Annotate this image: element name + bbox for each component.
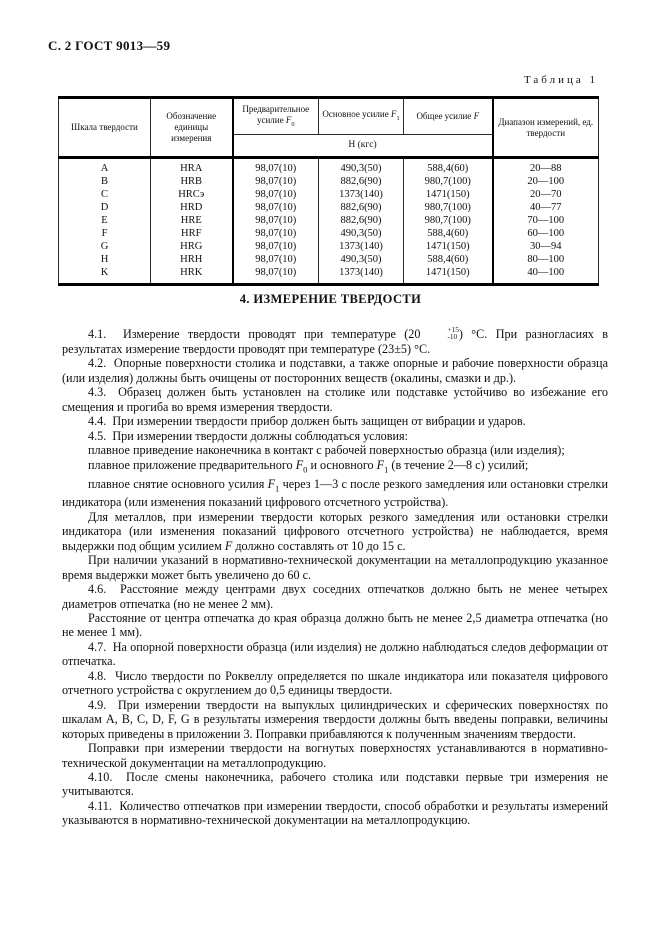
table-cell-f: 1471(150) <box>404 240 493 253</box>
table-cell-unit: HRF <box>151 227 233 240</box>
paragraph: Поправки при измерении твердости на вогнутых поверхностях устанавливаются в нормативно-технической документации на металлопродукцию. <box>62 741 608 770</box>
table-row <box>59 158 599 176</box>
paragraph: плавное снятие основного усилия $F_1$ через 1—3 с после резкого замедления или остановки стрелки индикатора (или изменения показаний цифрового отсчетного устройства). <box>62 476 608 510</box>
section-heading: 4. ИЗМЕРЕНИЕ ТВЕРДОСТИ <box>239 292 422 306</box>
table-cell-f: 980,7(100) <box>404 201 493 214</box>
table-cell-f0: 98,07(10) <box>233 214 319 227</box>
table-cell-f: 980,7(100) <box>404 175 493 188</box>
paragraph: 4.7. На опорной поверхности образца (или изделия) не должно наблюдаться следов деформации от отпечатка. <box>62 639 608 669</box>
table-row <box>59 253 599 266</box>
table-cell-f1: 490,3(50) <box>319 158 404 176</box>
table-cell-range: 40—100 <box>527 267 565 278</box>
table-cell-scale: E <box>59 214 151 227</box>
table-cell-scale: A <box>59 158 151 176</box>
table-cell-f1: 882,6(90) <box>319 214 404 227</box>
table-cell-f0: 98,07(10) <box>233 253 319 266</box>
table-header <box>59 98 599 158</box>
column-header-range: Диапазон измерений, ед. твердости <box>498 116 594 138</box>
table-cell-unit: HRA <box>151 158 233 176</box>
table-cell-scale: G <box>59 240 151 253</box>
table-row <box>59 227 599 240</box>
table-cell-f0: 98,07(10) <box>233 227 319 240</box>
units-subheader: Н (кгс) <box>233 135 493 158</box>
table-cell-scale: B <box>59 175 151 188</box>
paragraph: плавное приложение предварительного $F_0$ и основного $F_1$ (в течение 2—8 с) усилий; <box>88 457 529 475</box>
table-row <box>59 214 599 227</box>
table-cell-f: 1471(150) <box>404 188 493 201</box>
table-cell-f: 588,4(60) <box>404 158 493 176</box>
table-cell-scale: K <box>59 266 151 285</box>
table-cell-scale: F <box>59 227 151 240</box>
column-header-total-force: Общее усилие F <box>404 98 493 135</box>
paragraph: 4.3. Образец должен быть установлен на столике или подставке устойчиво во избежание его смещения и прогиба во время измерения твердости. <box>62 385 608 414</box>
table-cell-range: 20—88 <box>530 163 562 174</box>
table-cell-f1: 1373(140) <box>319 240 404 253</box>
table-caption: Таблица 1 <box>523 74 598 86</box>
table-row <box>59 266 599 285</box>
table-cell-unit: HRB <box>151 175 233 188</box>
table-cell-unit: HRG <box>151 240 233 253</box>
paragraph: При наличии указаний в нормативно-технической документации на металлопродукцию указанное время выдержки может быть увеличено до 60 с. <box>62 553 608 582</box>
table-cell-f0: 98,07(10) <box>233 188 319 201</box>
paragraph: 4.2. Опорные поверхности столика и подставки, а также опорные и рабочие поверхности образца (или изделия) должны быть очищены от посторонних веществ (окалины, смазки и др.). <box>62 356 608 385</box>
paragraph: плавное приведение наконечника в контакт с рабочей поверхностью образца (или изделия); <box>88 443 565 458</box>
table-cell-range: 70—100 <box>527 215 565 226</box>
table-cell-range: 30—94 <box>530 241 562 252</box>
table-cell-f0: 98,07(10) <box>233 240 319 253</box>
table-cell-range: 20—100 <box>527 176 565 187</box>
table-cell-f1: 882,6(90) <box>319 175 404 188</box>
paragraph: 4.11. Количество отпечатков при измерении твердости, способ обработки и результаты измерений указываются в нормативно-технической документации на металлопродукцию. <box>62 798 608 828</box>
table-cell-range: 20—70 <box>530 189 562 200</box>
table-cell-unit: HRE <box>151 214 233 227</box>
section-paragraphs <box>62 327 608 828</box>
table-cell-f0: 98,07(10) <box>233 266 319 285</box>
paragraph: 4.8. Число твердости по Роквеллу определяется по шкале индикатора или показателя цифрового отчетного устройства с округлением до 0,5 единицы твердости. <box>62 668 608 698</box>
paragraph: 4.5. При измерении твердости должны соблюдаться условия: <box>88 428 409 443</box>
table-cell-scale: D <box>59 201 151 214</box>
table-cell-f: 980,7(100) <box>404 214 493 227</box>
table-cell-f1: 1373(140) <box>319 188 404 201</box>
hardness-scales-table <box>58 96 599 286</box>
paragraph: Для металлов, при измерении твердости которых резкого замедления или остановки стрелки индикатора (или изменения показаний цифрового отсчетного устройства) не наблюдается, время выдержки под общим усилием F должно составлять от 10 до 15 с. <box>62 509 608 553</box>
table-cell-unit: HRD <box>151 201 233 214</box>
table-cell-scale: H <box>59 253 151 266</box>
table-cell-range: 60—100 <box>527 228 565 239</box>
paragraph: 4.6. Расстояние между центрами двух соседних отпечатков должно быть не менее четырех диаметров отпечатка (но не менее 2 мм). <box>62 582 608 611</box>
table-cell-unit: HRK <box>151 266 233 285</box>
table-cell-range: 40—77 <box>530 202 562 213</box>
table-row <box>59 201 599 214</box>
table-cell-f1: 882,6(90) <box>319 201 404 214</box>
table-row <box>59 188 599 201</box>
table-row <box>59 240 599 253</box>
paragraph: 4.4. При измерении твердости прибор должен быть защищен от вибрации и ударов. <box>88 414 526 429</box>
column-header-preliminary-force: Предварительное усилие $F_0$ <box>233 98 319 135</box>
column-header-scale: Шкала твердости <box>59 98 151 158</box>
table-cell-f: 588,4(60) <box>404 253 493 266</box>
table-cell-f1: 490,3(50) <box>319 253 404 266</box>
table-body <box>59 158 599 285</box>
paragraph: 4.10. После смены наконечника, рабочего столика или подставки первые три измерения не учитываются. <box>62 770 608 799</box>
table-cell-f0: 98,07(10) <box>233 158 319 176</box>
column-header-unit: Обозначение единицы измерения <box>151 98 233 158</box>
paragraph: Расстояние от центра отпечатка до края образца должно быть не менее 2,5 диаметра отпечатка (но не менее 1 мм). <box>62 611 608 640</box>
paragraph: 4.9. При измерении твердости на выпуклых цилиндрических и сферических поверхностях по шкалам A, B, C, D, F, G в результаты измерения твердости должны быть введены поправки, величины которых приведены в приложении 3. Поправки прибавляются к полученным значениям твердости. <box>62 697 608 741</box>
table-cell-f1: 490,3(50) <box>319 227 404 240</box>
temperature-tolerance: +15 -10 <box>447 325 459 342</box>
table-row <box>59 175 599 188</box>
table-cell-unit: HRH <box>151 253 233 266</box>
page-header: С. 2 ГОСТ 9013—59 <box>48 38 171 53</box>
table-cell-f: 1471(150) <box>404 266 493 285</box>
table-cell-f1: 1373(140) <box>319 266 404 285</box>
table-cell-f: 588,4(60) <box>404 227 493 240</box>
table-cell-f0: 98,07(10) <box>233 201 319 214</box>
table-cell-f0: 98,07(10) <box>233 175 319 188</box>
table-cell-scale: C <box>59 188 151 201</box>
paragraph: 4.1. Измерение твердости проводят при температуре (20 +15 -10 ) °С. При разногласиях в результатах измерение твердости проводят при температуре (23±5) °С. <box>62 325 608 356</box>
column-header-main-force: Основное усилие $F_1$ <box>319 98 404 135</box>
table-cell-unit: HRCэ <box>151 188 233 201</box>
table-cell-range: 80—100 <box>527 254 565 265</box>
